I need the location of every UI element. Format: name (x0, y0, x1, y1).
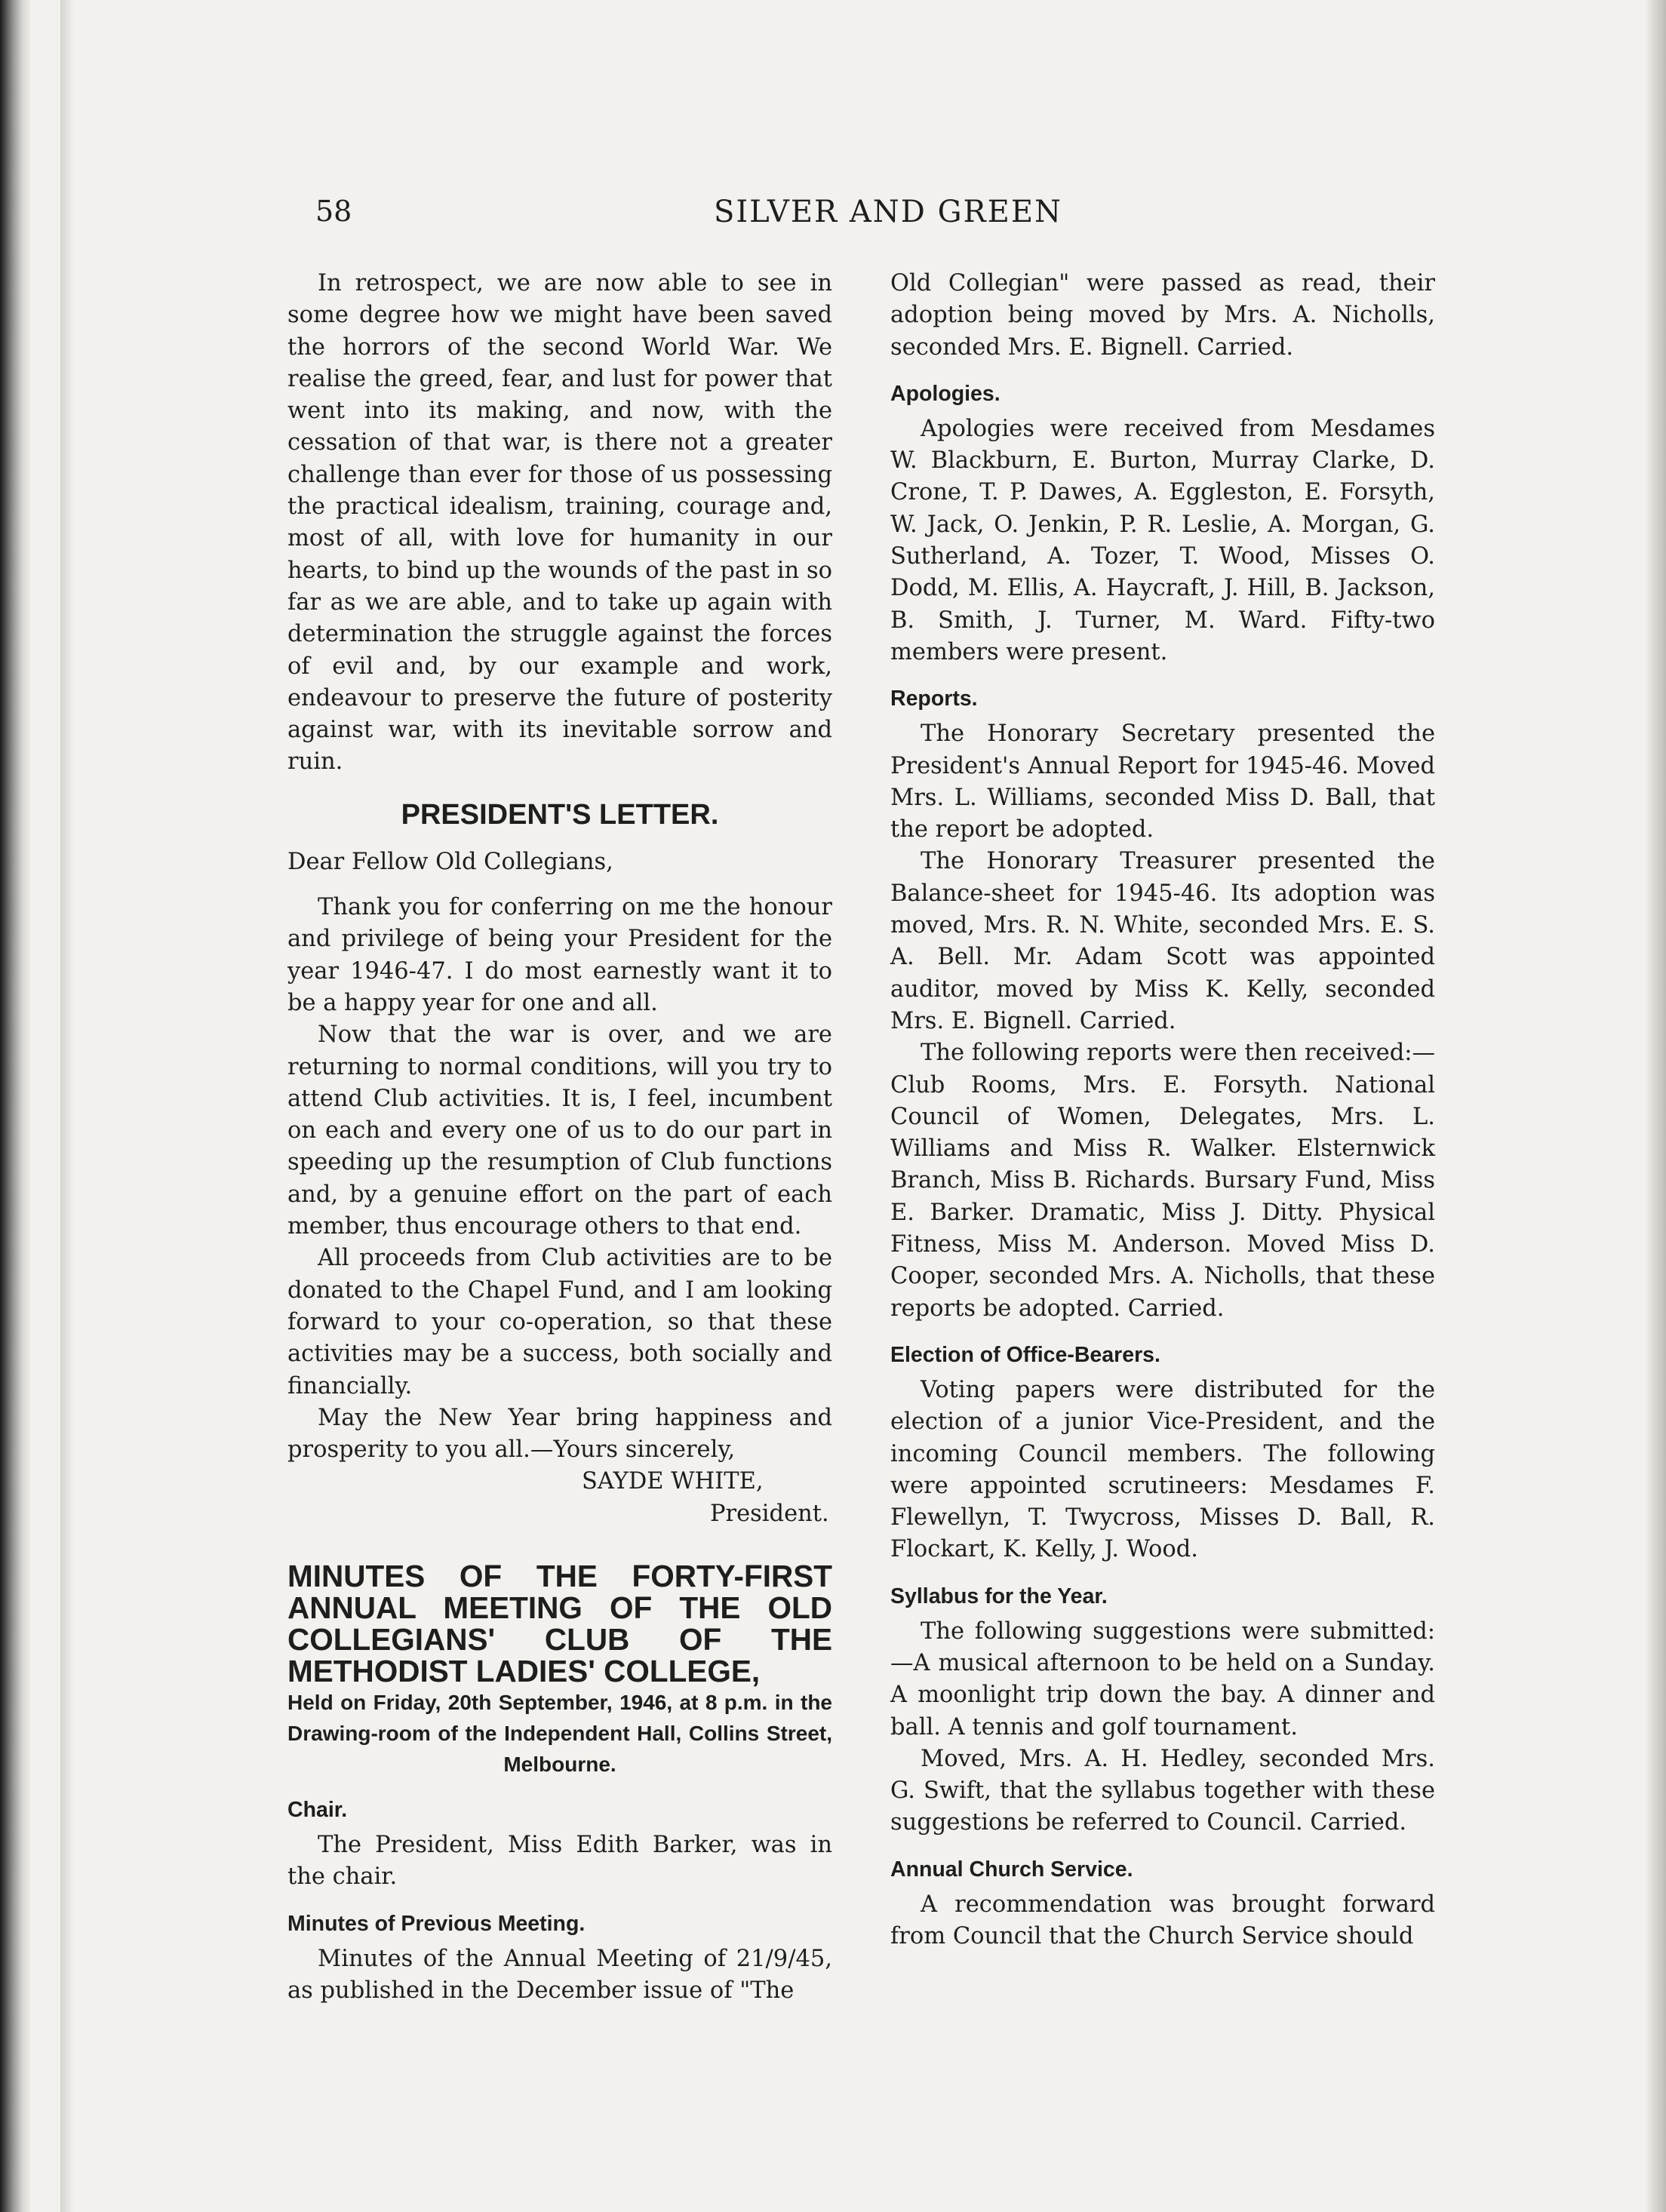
page-header (315, 195, 1461, 240)
letter-paragraph: Now that the war is over, and we are returning to normal conditions, will you try to attend Club activities. It is, I feel, incumbent on each and every one of us to do our part in speeding up the resumption of Club functions and, by a genuine effort on the part of each member, thus encourage others to that end. (287, 1022, 832, 1240)
chair-heading: Chair. (287, 1797, 348, 1822)
letter-paragraph: Thank you for conferring on me the honour and privilege of being your President for the year 1946-47. I do most earnestly want it to be a happy year for one and all. (287, 894, 832, 1016)
minutes-subtitle: Held on Friday, 20th September, 1946, at 8 p.m. in the Drawing-room of the Independent Hall, Collins Street, Melbourne. (287, 1690, 832, 1776)
chair-paragraph: The President, Miss Edith Barker, was in the chair. (287, 1831, 832, 1891)
church-service-heading: Annual Church Service. (890, 1857, 1133, 1882)
reports-heading: Reports. (890, 687, 978, 711)
signature-block (287, 1466, 832, 1530)
book-binding (0, 0, 30, 2212)
letter-paragraph: May the New Year bring happiness and prosperity to you all.—Yours sincerely, (287, 1404, 832, 1464)
election-heading: Election of Office-Bearers. (890, 1342, 1160, 1367)
previous-minutes-continued: Old Collegian" were passed as read, their adoption being moved by Mrs. A. Nicholls, seconded Mrs. E. Bignell. Carried. (890, 270, 1435, 361)
gutter-shadow (60, 0, 74, 2212)
signature-title: President. (710, 1500, 829, 1527)
church-service-paragraph: A recommendation was brought forward from Council that the Church Service should (890, 1891, 1435, 1950)
syllabus-heading: Syllabus for the Year. (890, 1584, 1108, 1608)
syllabus-paragraph: Moved, Mrs. A. H. Hedley, seconded Mrs. G. Swift, that the syllabus together with these suggestions be referred to Council. Carried. (890, 1745, 1435, 1836)
syllabus-paragraph: The following suggestions were submitted:—A musical afternoon to be held on a Sunday. A moonlight trip down the bay. A dinner and ball. A tennis and golf tournament. (890, 1618, 1435, 1740)
intro-paragraph: In retrospect, we are now able to see in some degree how we might have been saved the horrors of the second World War. We realise the greed, fear, and lust for power that went into its making, and now, with the cessation of that war, is there not a greater challenge than ever for those of us possessing the practical idealism, training, courage and, most of all, with love for humanity in our hearts, to bind up the wounds of the past in so far as we are able, and to take up again with determination the struggle against the forces of evil and, by our example and work, endeavour to preserve the future of posterity against war, with its inevitable sorrow and ruin. (287, 270, 832, 776)
salutation: Dear Fellow Old Collegians, (287, 848, 613, 875)
page-number: 58 (315, 195, 352, 228)
previous-minutes-heading: Minutes of Previous Meeting. (287, 1911, 586, 1936)
election-paragraph: Voting papers were distributed for the election of a junior Vice-President, and the incoming Council members. The following were appointed scrutineers: Mesdames F. Flewellyn, T. Twycross, Misses D. Ball, R. Flockart, K. Kelly, J. Wood. (890, 1376, 1435, 1563)
page-edge (1645, 0, 1666, 2212)
left-column (287, 268, 832, 2007)
apologies-heading: Apologies. (890, 381, 1001, 406)
previous-minutes-paragraph: Minutes of the Annual Meeting of 21/9/45, as published in the December issue of "The (287, 1945, 832, 2004)
reports-paragraph: The following reports were then received:—Club Rooms, Mrs. E. Forsyth. National Council of Women, Delegates, Mrs. L. Williams and Miss R. Walker. Elsternwick Branch, Miss B. Richards. Bursary Fund, Miss E. Barker. Dramatic, Miss J. Ditty. Physical Fitness, Miss M. Anderson. Moved Miss D. Cooper, seconded Mrs. A. Nicholls, that these reports be adopted. Carried. (890, 1040, 1435, 1322)
signature-name: SAYDE WHITE, (582, 1468, 764, 1495)
right-column (890, 268, 1435, 1952)
running-title: SILVER AND GREEN (713, 195, 1063, 229)
presidents-letter-heading: PRESIDENT'S LETTER. (401, 798, 719, 831)
apologies-paragraph: Apologies were received from Mesdames W. Blackburn, E. Burton, Murray Clarke, D. Crone, T. P. Dawes, A. Eggleston, E. Forsyth, W. Jack, O. Jenkin, P. R. Leslie, A. Morgan, G. Sutherland, A. Tozer, T. Wood, Misses O. Dodd, M. Ellis, A. Haycraft, J. Hill, B. Jackson, B. Smith, J. Turner, M. Ward. Fifty-two members were present. (890, 415, 1435, 665)
reports-paragraph: The Honorary Secretary presented the President's Annual Report for 1945-46. Moved Mrs. L. Williams, seconded Miss D. Ball, that the report be adopted. (890, 720, 1435, 843)
minutes-title: MINUTES OF THE FORTY-FIRST ANNUAL MEETING OF THE OLD COLLEGIANS' CLUB OF THE METHODIST LADIES' COLLEGE, (287, 1558, 832, 1688)
letter-paragraph: All proceeds from Club activities are to be donated to the Chapel Fund, and I am looking forward to your co-operation, so that these activities may be a success, both socially and financially. (287, 1245, 832, 1399)
reports-paragraph: The Honorary Treasurer presented the Balance-sheet for 1945-46. Its adoption was moved, Mrs. R. N. White, seconded Mrs. E. S. A. Bell. Mr. Adam Scott was appointed auditor, moved by Miss K. Kelly, seconded Mrs. E. Bignell. Carried. (890, 848, 1435, 1034)
